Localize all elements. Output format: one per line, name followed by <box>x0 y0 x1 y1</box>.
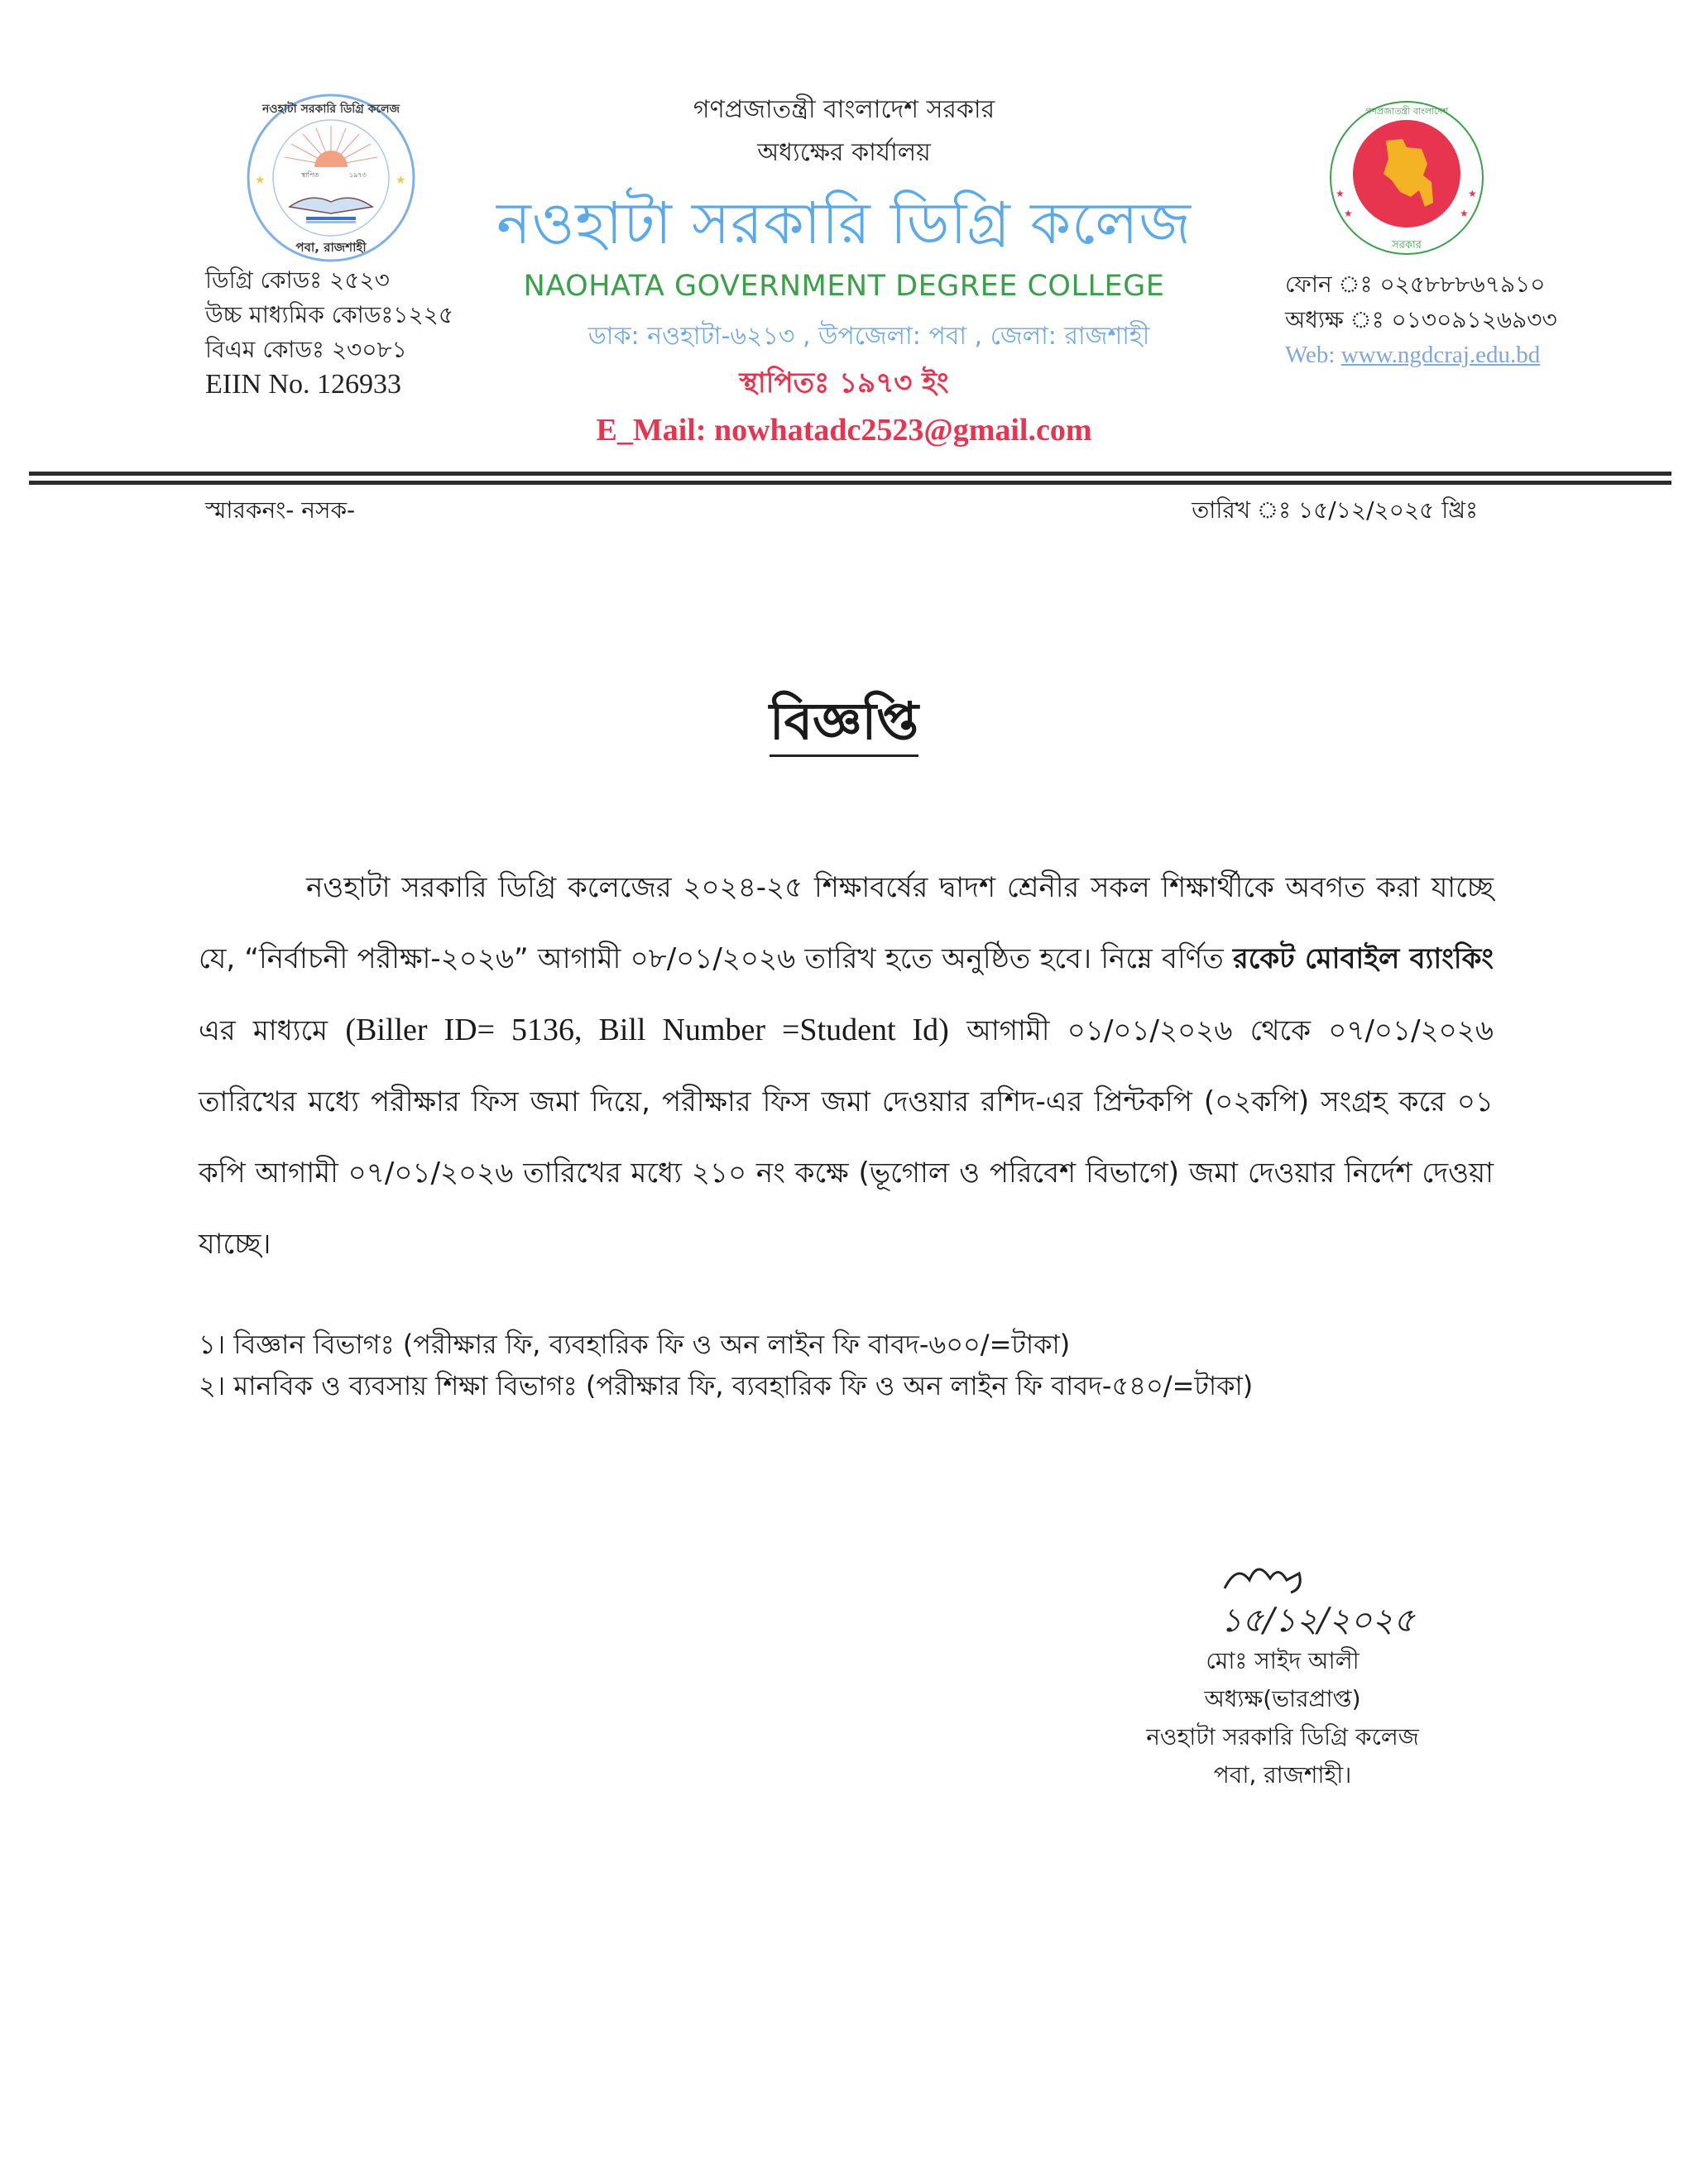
notice-title-text: বিজ্ঞপ্তি <box>770 691 918 757</box>
established-year: স্থাপিতঃ ১৯৭৩ ইং <box>739 366 949 400</box>
fee-list <box>199 1324 1523 1406</box>
college-name-english: NAOHATA GOVERNMENT DEGREE COLLEGE <box>523 270 1165 303</box>
notice-body <box>199 852 1494 1280</box>
office-heading: অধ্যক্ষের কার্যালয় <box>757 138 931 167</box>
bm-code: বিএম কোডঃ ২৩০৮১ <box>205 336 407 363</box>
college-name-bangla: নওহাটা সরকারি ডিগ্রি কলেজ <box>496 189 1192 257</box>
signatory-location: পবা, রাজশাহী। <box>1213 1761 1352 1789</box>
degree-code: ডিগ্রি কোডঃ ২৫২৩ <box>205 266 390 294</box>
notice-text-part1: নওহাটা সরকারি ডিগ্রি কলেজের ২০২৪-২৫ শিক্ষাবর্ষের দ্বাদশ শ্রেনীর সকল শিক্ষার্থীকে অবগত করা যাচ্ছে যে, “নির্বাচনী পরীক্ষা-২০২৬” আগামী ০৮/০১/২০২৬ তারিখ হতে অনুষ্ঠিত হবে। নিম্নে বর্ণিত <box>199 871 1494 975</box>
website <box>1285 338 1557 373</box>
star-icon: ★ <box>1468 188 1477 199</box>
star-icon: ★ <box>1336 188 1345 199</box>
signatory-block <box>1109 1642 1456 1794</box>
signature-date: ১৫/১২/২০২৫ <box>1220 1602 1415 1640</box>
contact-info <box>1285 266 1557 373</box>
star-icon: ★ <box>1460 208 1469 219</box>
signatory-name: মোঃ সাইদ আলী <box>1206 1647 1360 1674</box>
college-email[interactable]: E_Mail: nowhatadc2523@gmail.com <box>596 413 1092 448</box>
header-divider-bottom <box>29 481 1671 485</box>
biller-info: (Biller ID= 5136, Bill Number =Student Id) <box>345 1013 949 1047</box>
header-divider-top <box>29 472 1671 476</box>
fee-item-science: ১। বিজ্ঞান বিভাগঃ (পরীক্ষার ফি, ব্যবহারিক ফি ও অন লাইন ফি বাবদ-৬০০/=টাকা) <box>199 1329 1071 1360</box>
signatory-designation: অধ্যক্ষ(ভারপ্রাপ্ত) <box>1204 1685 1361 1712</box>
institution-codes <box>205 263 453 402</box>
government-heading: গণপ্রজাতন্ত্রী বাংলাদেশ সরকার <box>693 95 995 124</box>
seal-ring-top: গণপ্রজাতন্ত্রী বাংলাদেশ <box>1365 106 1448 117</box>
star-icon: ★ <box>1344 208 1353 219</box>
star-right-icon: ★ <box>396 174 406 187</box>
logo-year: ১৯৭৩ <box>349 171 367 179</box>
logo-ring-bottom: পবা, রাজশাহী <box>295 240 367 255</box>
notice-title <box>0 682 1688 768</box>
notice-text-part2: এর মাধ্যমে <box>199 1014 346 1047</box>
government-seal <box>1324 99 1489 256</box>
principal-phone: অধ্যক্ষ ঃ ০১৩০৯১২৬৯৩৩ <box>1285 306 1557 333</box>
seal-ring-bottom: সরকার <box>1392 239 1422 251</box>
notice-date: তারিখ ঃ ১৫/১২/২০২৫ খ্রিঃ <box>1192 496 1478 524</box>
fee-item-humanities-business: ২। মানবিক ও ব্যবসায় শিক্ষা বিভাগঃ (পরীক্ষার ফি, ব্যবহারিক ফি ও অন লাইন ফি বাবদ-৫৪০/=টাকা) <box>199 1370 1254 1401</box>
memo-number: স্মারকনং- নসক- <box>205 496 356 524</box>
eiin-number: EIIN No. 126933 <box>205 369 402 400</box>
handwritten-signature <box>1208 1555 1456 1646</box>
signatory-institution: নওহাটা সরকারি ডিগ্রি কলেজ <box>1146 1723 1419 1751</box>
logo-ring-top: নওহাটা সরকারি ডিগ্রি কলেজ <box>261 103 400 116</box>
college-address: ডাক: নওহাটা-৬২১৩ , উপজেলা: পবা , জেলা: রাজশাহী <box>587 322 1150 351</box>
notice-text-part3: আগামী ০১/০১/২০২৬ থেকে ০৭/০১/২০২৬ তারিখের মধ্যে পরীক্ষার ফিস জমা দিয়ে, পরীক্ষার ফিস জমা দেওয়ার রশিদ-এর প্রিন্টকপি (০২কপি) সংগ্রহ করে ০১ কপি আগামী ০৭/০১/২০২৬ তারিখের মধ্যে ২১০ নং কক্ষে (ভূগোল ও পরিবেশ বিভাগে) জমা দেওয়ার নির্দেশ দেওয়া যাচ্ছে। <box>199 1014 1494 1261</box>
web-label: Web: <box>1285 342 1341 368</box>
logo-established-label: স্থাপিত <box>301 171 319 179</box>
college-logo-seal <box>225 91 437 265</box>
website-link[interactable]: www.ngdcraj.edu.bd <box>1340 342 1541 368</box>
rocket-banking-label: রকেট মোবাইল ব্যাংকিং <box>1233 942 1494 975</box>
star-left-icon: ★ <box>255 174 266 187</box>
hsc-code: উচ্চ মাধ্যমিক কোডঃ১২২৫ <box>205 301 454 328</box>
phone-number: ফোন ঃ ০২৫৮৮৮৬৭৯১০ <box>1285 271 1546 298</box>
